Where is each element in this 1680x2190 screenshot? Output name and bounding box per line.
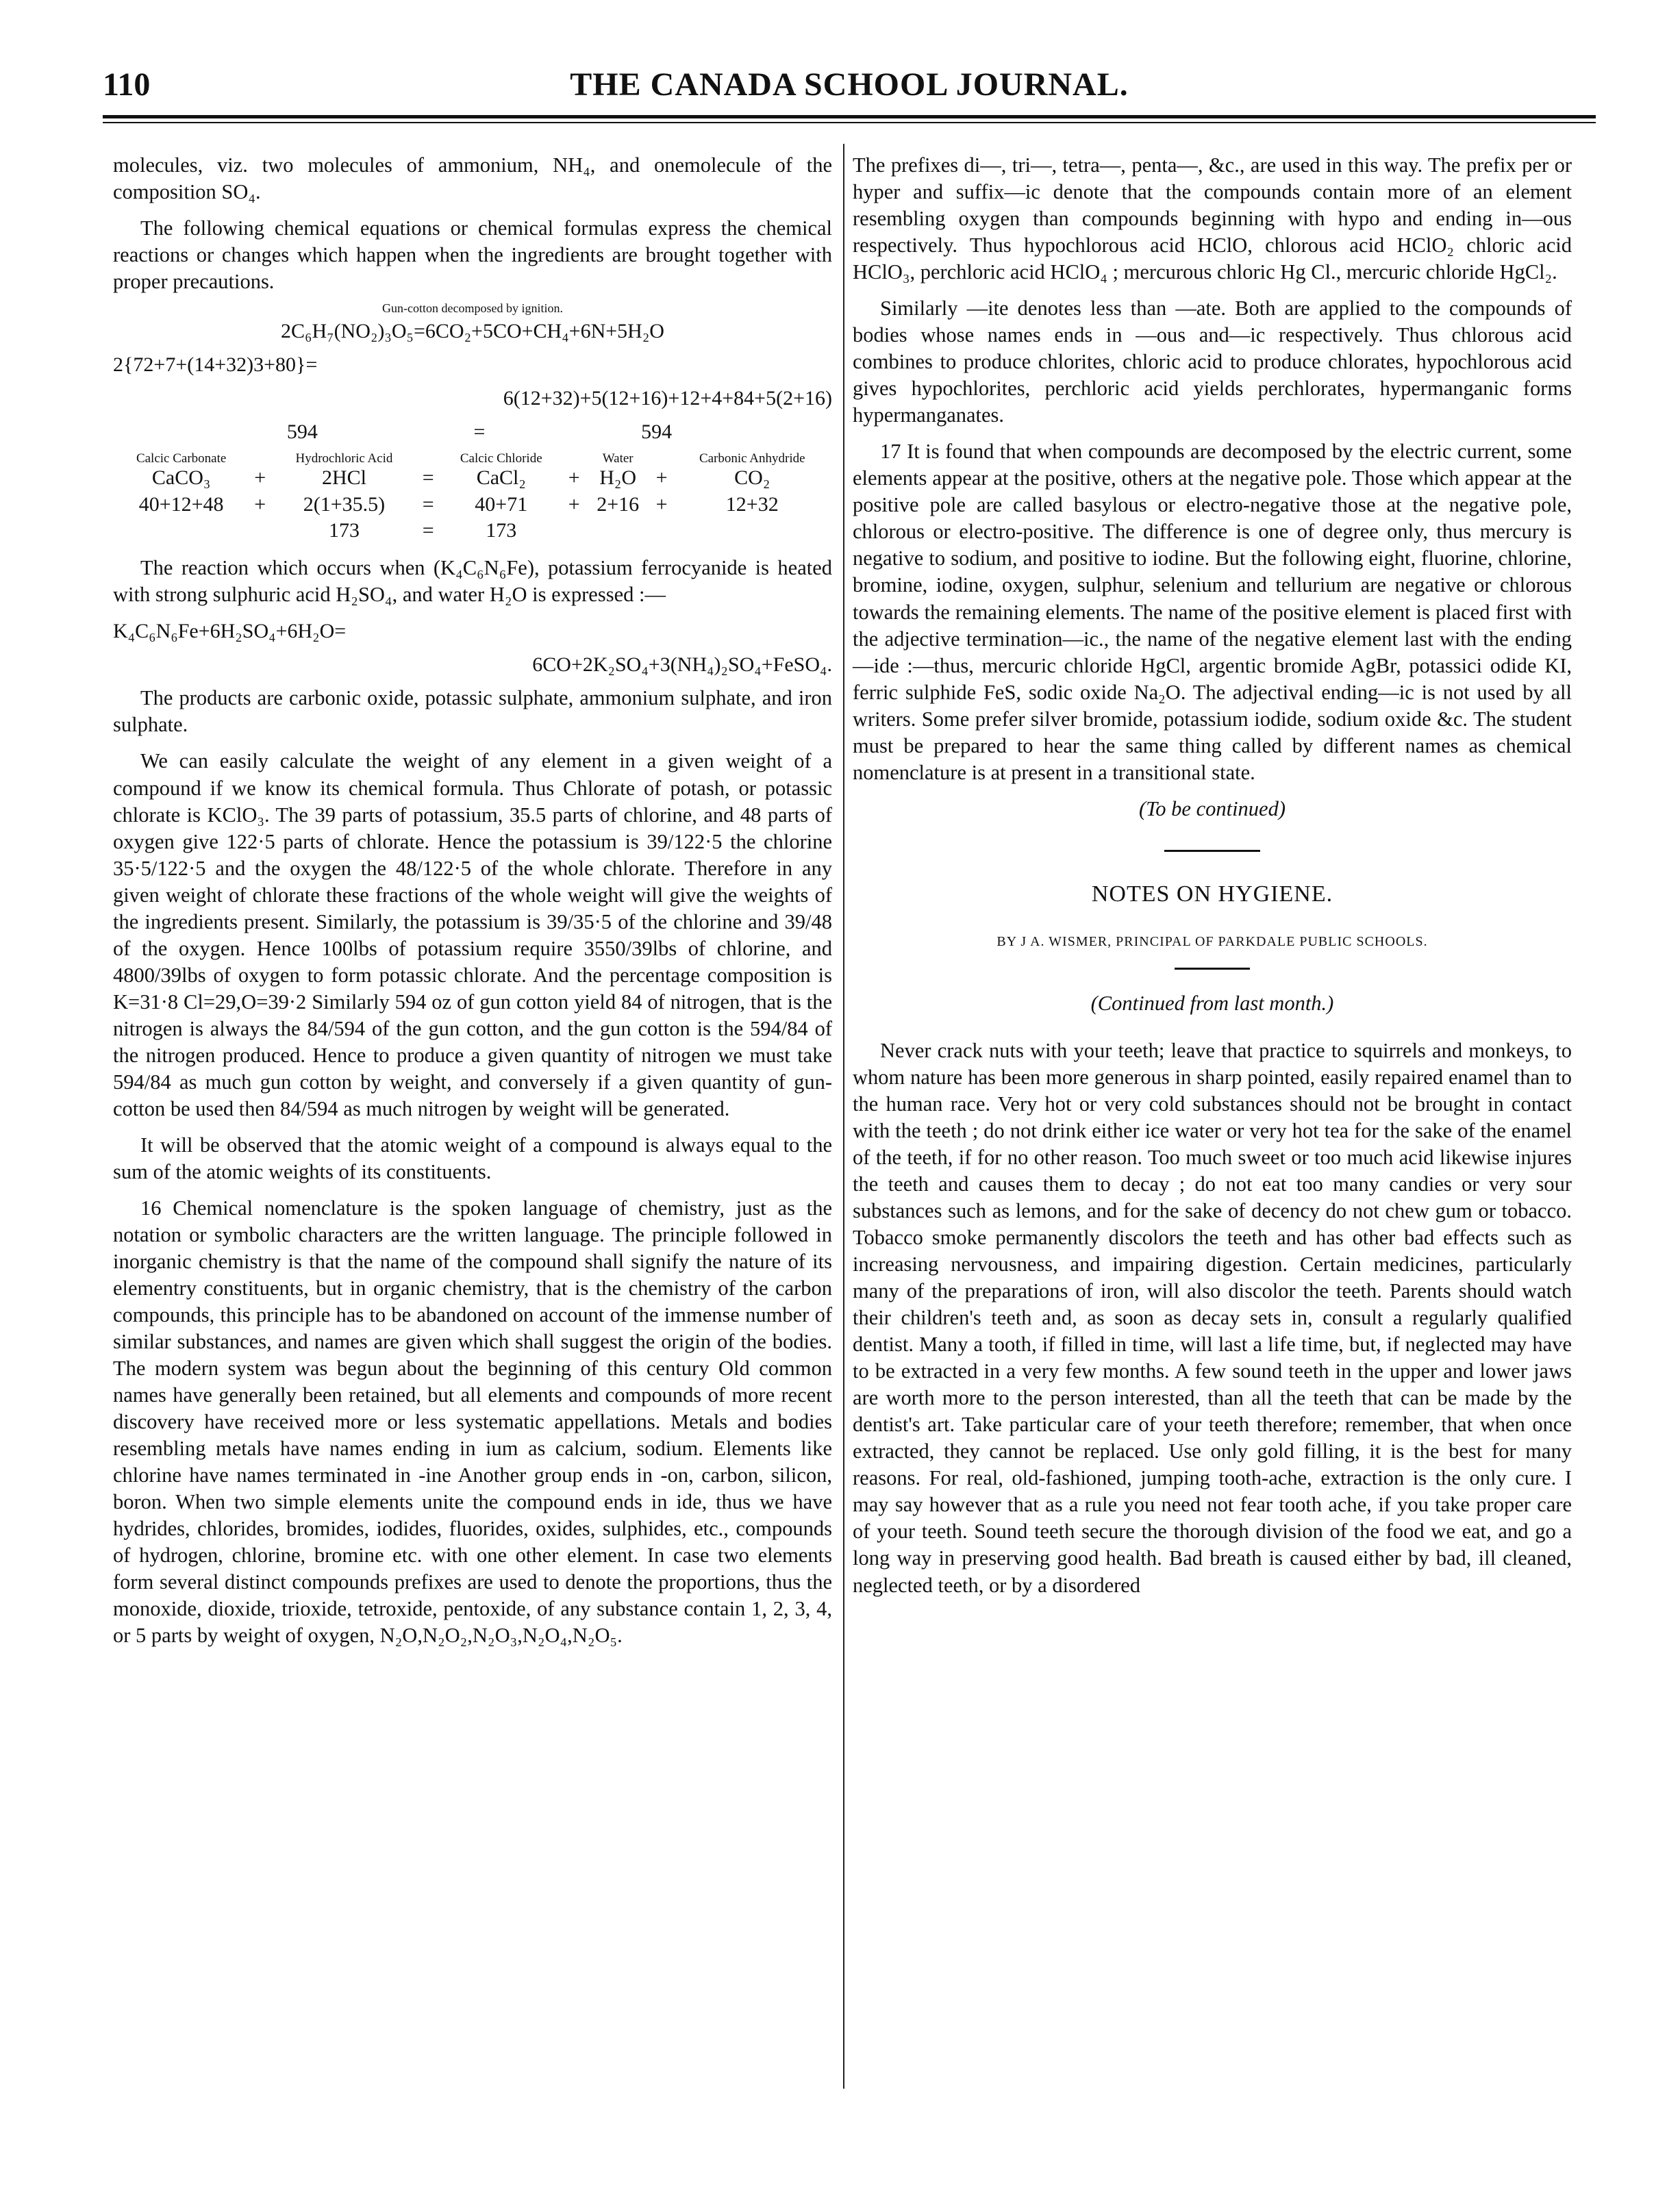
reaction-cell: = [422,492,434,516]
reaction-cell: H₂O [599,466,637,490]
reaction-header-cell: Calcic Chloride [460,451,542,466]
equation-caption: Gun-cotton decomposed by ignition. [382,301,563,316]
reaction-cell: = [422,518,434,542]
reaction-header-cell [564,452,585,465]
equation-ferrocyanide-products: 6CO+2K₂SO₄+3(NH₄)₂SO₄+FeSO₄. [532,653,832,677]
reaction-cell: + [655,492,668,516]
reaction-cell: + [655,466,668,490]
reaction-header-cell [249,452,271,465]
reaction-cell: = [422,466,434,490]
reaction-cell [113,518,249,544]
reaction-cell: CaCl₂ [476,466,526,490]
paragraph-prefixes: The prefixes di—, tri—, tetra—, penta—, &c., are used in this way. The prefix per or hyper and suffix—ic denote that the compounds contain more of an element resembling oxygen than compounds beginning with hypo and ending in—ous respectively. Thus hypochlorous acid HClO, chlorous acid HClO₂ chloric acid HClO₃, perchloric acid HClO₄ ; mercurous chloric Hg Cl., mercuric chloride HgCl₂. [853,153,1572,284]
reaction-header-cell [418,452,439,465]
reaction-cell: + [254,492,266,516]
reaction-cell [564,518,585,544]
equation-gun-cotton-weights: 2{72+7+(14+32)3+80}= [113,353,318,377]
left-column [113,152,832,1659]
paragraph-atomic-weight: It will be observed that the atomic weight of a compound is always equal to the sum of the atomic weights of its constituents. [113,1133,832,1183]
total-equals: = [473,420,486,444]
section-rule [1164,850,1260,852]
reaction-cell: 173 [328,518,360,542]
continued-from-last-month: (Continued from last month.) [1090,991,1334,1015]
reaction-header-cell: Calcic Carbonate [136,451,227,466]
reaction-cell [672,518,832,544]
paragraph-chemical-equations: The following chemical equations or chemical formulas express the chemical reactions or changes which happen when the ingredients are brought together with proper precautions. [113,216,832,294]
reaction-cell: 12+32 [725,492,779,516]
page-number: 110 [103,66,151,103]
paragraph-products: The products are carbonic oxide, potassic sulphate, ammonium sulphate, and iron sulphate. [113,686,832,737]
reaction-cell [651,518,673,544]
reaction-cell: + [254,466,266,490]
equation-products-weights: 6(12+32)+5(12+16)+12+4+84+5(2+16) [503,387,832,410]
reaction-table-header-row [113,452,832,465]
reaction-cell: CaCO₃ [151,466,211,490]
reaction-cell: 40+71 [475,492,528,516]
reaction-cell [585,518,651,544]
reaction-cell: 2+16 [597,492,640,516]
reaction-cell: 2(1+35.5) [303,492,386,516]
right-column [853,152,1572,1609]
reaction-table-row [113,465,832,491]
paragraph-electric-current: 17 It is found that when compounds are decomposed by the electric current, some elements appear at the positive, others at the negative pole. Those which appear at the positive pole are called basylous or electro-negative those at the negative pole, chlorous or electro-positive. The difference is one of degree only, thus mercury is negative to sodium, and positive to iodine. But the following eight, fluorine, chlorine, bromine, iodine, oxygen, sulphur, selenium and tellurium are negative or chlorous towards the remaining elements. The name of the positive element is placed first with the adjective termination—ic., the name of the negative element last with the ending—ide :—thus, mercuric chloride HgCl, argentic bromide AgBr, potassici odide KI, ferric sulphide FeS, sodic oxide Na₂O. The adjectival ending—ic is not used by all writers. Some prefer silver bromide, potassium iodide, sodium oxide &c. The student must be prepared to hear the same thing called by different names as chemical nomenclature is at present in a transitional state. [853,440,1572,784]
reaction-cell: + [568,466,580,490]
reaction-cell: 173 [486,518,517,542]
page-header [103,66,1596,114]
reaction-cell: 2HCl [321,466,366,490]
reaction-header-cell [651,452,673,465]
reaction-table [113,452,832,544]
total-right: 594 [641,420,673,444]
total-left: 594 [286,420,318,444]
reaction-header-cell: Water [602,451,634,466]
reaction-table-row [113,492,832,518]
column-divider [843,144,844,2089]
journal-title: THE CANADA SCHOOL JOURNAL. [570,66,1129,103]
reaction-header-cell: Hydrochloric Acid [295,451,393,466]
article-byline: BY J A. WISMER, PRINCIPAL OF PARKDALE PUBLIC SCHOOLS. [996,934,1428,950]
reaction-header-cell: Carbonic Anhydride [699,451,805,466]
reaction-table-row [113,518,832,544]
header-rule-thick [103,115,1596,118]
to-be-continued: (To be continued) [1138,796,1286,820]
equation-totals [113,418,832,445]
paragraph-hygiene-teeth: Never crack nuts with your teeth; leave that practice to squirrels and monkeys, to whom nature has been more generous in sharp pointed, easily repaired enamel than to the human race. Very hot or very cold substances should not be brought in contact with the teeth ; do not drink either ice water or very hot tea for the sake of the enamel of the teeth, if for no other reason. Too much sweet or too much acid likewise injures the teeth and causes them to decay ; do not eat too many candies or very sour substances such as lemons, and for the sake of decency do not chew gum or tobacco. Tobacco smoke permanently discolors the teeth and has other bad effects such as increasing nervousness, and impairing digestion. Certain medicines, particularly many of the preparations of iron, will also discolor the teeth. Parents should watch their children's teeth and, as soon as decay sets in, consult a regularly qualified dentist. Many a tooth, if filled in time, will last a life time, but, if neglected may have to be extracted in a very few months. A few sound teeth in the upper and lower jaws are worth more to the person interested, than all the teeth that can be made by the dentist's art. Take particular care of your teeth therefore; remember, that when once extracted, they cannot be replaced. Use only gold filling, it is the best for many reasons. For real, old-fashioned, jumping tooth-ache, extraction is the only cure. I may say however that as a rule you need not fear tooth ache, if you take proper care of your teeth. Sound teeth secure the thorough division of the food we eat, and go a long way in preserving good health. Bad breath is caused either by bad, ill cleaned, neglected teeth, or by a disordered [853,1038,1572,1597]
reaction-cell [249,518,271,544]
equation-ferrocyanide: K₄C₆N₆Fe+6H₂SO₄+6H₂O= [113,620,347,643]
section-title: NOTES ON HYGIENE. [1091,881,1333,907]
reaction-cell: CO₂ [734,466,770,490]
reaction-cell: + [568,492,580,516]
header-rule-thin [103,122,1596,123]
paragraph-ferrocyanide: The reaction which occurs when (K₄C₆N₆Fe), potassium ferrocyanide is heated with strong sulphuric acid H₂SO₄, and water H₂O is expressed :— [113,556,832,607]
paragraph-ite-ate: Similarly —ite denotes less than —ate. Both are applied to the compounds of bodies whose names ends in —ous and—ic respectively. Thus chlorous acid combines to produce chlorites, chloric acid to produce chlorates, hypochlorous acid gives hypochlorites, perchloric acid yields perchlorates, hypermanganic forms hypermanganates. [853,297,1572,427]
reaction-cell: 40+12+48 [138,492,224,516]
paragraph-weight-calculation: We can easily calculate the weight of any element in a given weight of a compound if we know its chemical formula. Thus Chlorate of potash, or potassic chlorate is KClO₃. The 39 parts of potassium, 35.5 parts of chlorine, and 48 parts of oxygen give 122·5 parts of chlorate. Hence the potassium is 39/122·5 the chlorine 35·5/122·5 and the oxygen the 48/122·5 of the whole chlorate. Therefore in any given weight of chlorate these fractions of the whole weight will give the weights of the ingredients present. Similarly, the potassium is 39/35·5 of the chlorine and 39/48 of the oxygen. Hence 100lbs of potassium require 3550/39lbs of chlorine, and 4800/39lbs of oxygen to form potassic chlorate. And the percentage composition is K=31·8 Cl=29,O=39·2 Similarly 594 oz of gun cotton yield 84 of nitrogen, that is the nitrogen is always the 84/594 of the gun cotton, and the gun cotton is the 594/84 of the nitrogen produced. Hence to produce a given quantity of nitrogen we must take 594/84 as much gun cotton by weight, and conversely if a given quantity of gun-cotton be used then 84/594 as much nitrogen by weight will be generated. [113,749,832,1120]
byline-rule [1175,968,1250,970]
paragraph-nomenclature: 16 Chemical nomenclature is the spoken language of chemistry, just as the notation or symbolic characters are the written language. The principle followed in inorganic chemistry is that the name of the compound shall signify the nature of its elementry constituents, but in organic chemistry, that is the chemistry of the carbon compounds, this principle has to be abandoned on account of the immense number of similar substances, and names are given which shall suggest the origin of the bodies. The modern system was begun about the beginning of this century Old common names have generally been retained, but all elements and compounds of more recent discovery have received more or less systematic appellations. Metals and bodies resembling metals have names ending in ium as calcium, sodium. Elements like chlorine have names terminated in -ine Another group ends in -on, carbon, silicon, boron. When two simple elements unite the compound ends in ide, thus we have hydrides, chlorides, bromides, iodides, fluorides, oxides, sulphides, etc., compounds of hydrogen, chlorine, bromine etc. with one other element. In case two elements form several distinct compounds prefixes are used to denote the proportions, thus the monoxide, dioxide, trioxide, tetroxide, pentoxide, of any substance contain 1, 2, 3, 4, or 5 parts by weight of oxygen, N₂O,N₂O₂,N₂O₃,N₂O₄,N₂O₅. [113,1196,832,1648]
equation-gun-cotton: 2C₆H₇(NO₂)₃O₅=6CO₂+5CO+CH₄+6N+5H₂O [281,320,664,343]
paragraph-molecules: molecules, viz. two molecules of ammonium, NH₄, and onemolecule of the composition SO₄. [113,153,832,204]
